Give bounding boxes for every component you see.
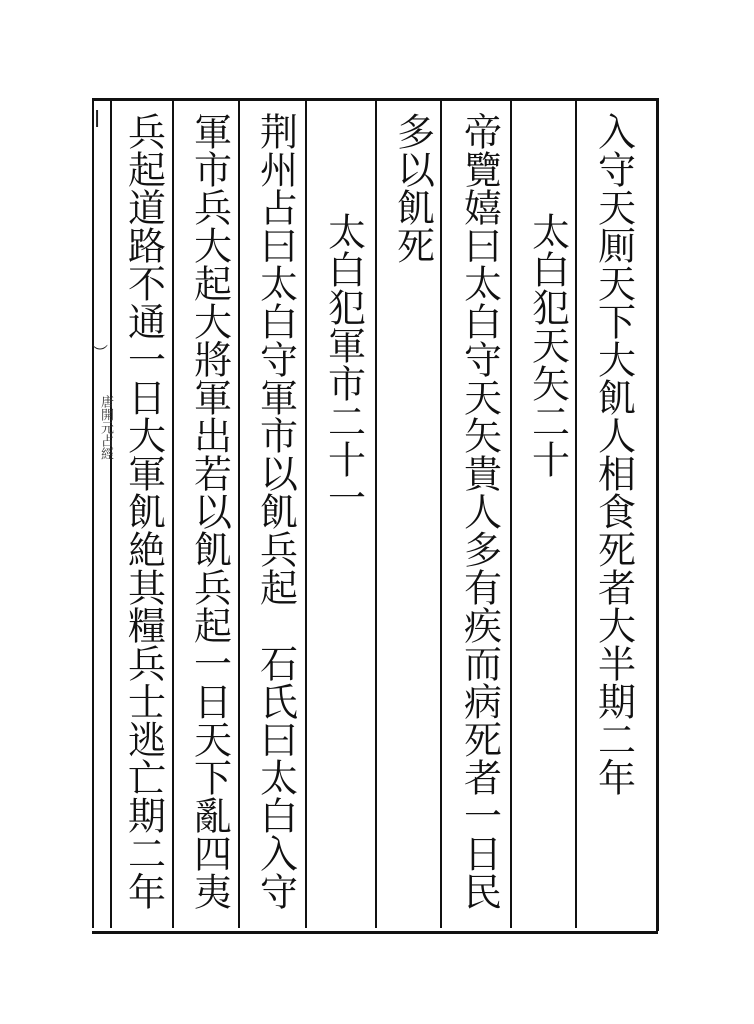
right-border-line	[656, 98, 659, 931]
text-column-5: 太白犯軍市二十一	[321, 212, 366, 516]
column-rule	[172, 100, 174, 928]
column-rule	[375, 100, 377, 928]
column-rule	[510, 100, 512, 928]
column-rule	[305, 100, 307, 928]
column-rule	[575, 100, 577, 928]
fold-mark-top: ⅼ	[94, 108, 101, 133]
text-column-6: 荆州占曰太白守軍市以飢兵起 石氏曰太白入守	[253, 112, 298, 910]
column-rule	[440, 100, 442, 928]
text-column-1: 入守天厠天下大飢人相食死者大半期二年	[591, 112, 636, 796]
text-column-3: 帝覽嬉曰太白守天矢貴人多有疾而病死者一日民	[457, 112, 502, 910]
text-column-2: 太白犯天矢二十	[525, 212, 570, 478]
column-rule	[238, 100, 240, 928]
text-column-7: 軍市兵大起大將軍出若以飢兵起一日天下亂四夷	[187, 112, 232, 910]
fold-mark-bottom: ︶	[92, 343, 109, 362]
text-column-4: 多以飢死	[390, 112, 435, 264]
margin-book-title: 唐開元占經	[98, 395, 113, 460]
text-column-8: 兵起道路不通一日大軍飢絶其糧兵士逃亡期二年	[121, 112, 166, 910]
